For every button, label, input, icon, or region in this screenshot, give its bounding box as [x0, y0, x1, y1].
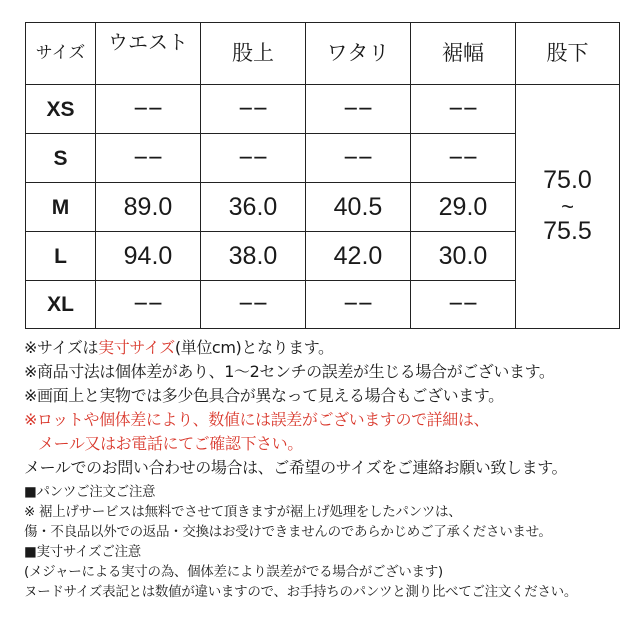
note-email-inquiry: メールでのお問い合わせの場合は、ご希望のサイズをご連絡お願い致します。	[24, 458, 568, 477]
size-notice-line: (メジャーによる実寸の為、個体差により誤差がでる場合がございます)	[24, 564, 443, 580]
cell-hem-width: 29.0	[411, 183, 516, 232]
note-unit	[24, 336, 624, 360]
header-row	[26, 23, 620, 85]
table-row	[26, 85, 620, 134]
note-color: ※画面上と実物では多少色具合が異なって見える場合もございます。	[24, 386, 504, 405]
size-label: S	[26, 134, 96, 183]
cell-rise: 36.0	[201, 183, 306, 232]
cell-thigh: 40.5	[306, 183, 411, 232]
cell-rise: −−	[201, 281, 306, 329]
size-notice-line: ヌードサイズ表記とは数値が違いますので、お手持ちのパンツと測り比べてご注文ください。	[24, 584, 578, 600]
header-size: サイズ	[26, 23, 96, 85]
cell-thigh: −−	[306, 85, 411, 134]
header-thigh: ワタリ	[306, 23, 411, 85]
note-tolerance: ※商品寸法は個体差があり、1〜2センチの誤差が生じる場合がございます。	[24, 362, 555, 381]
pants-notice-line: ※ 裾上げサービスは無料でさせて頂きますが裾上げ処理をしたパンツは、	[24, 504, 462, 520]
header-hem-width: 裾幅	[411, 23, 516, 85]
cell-waist: −−	[96, 85, 201, 134]
cell-rise: 38.0	[201, 232, 306, 281]
cell-waist: −−	[96, 134, 201, 183]
note-contact: メール又はお電話にてご確認下さい。	[38, 434, 303, 453]
cell-inseam-range	[516, 85, 620, 329]
size-label: XS	[26, 85, 96, 134]
cell-rise: −−	[201, 134, 306, 183]
cell-thigh: −−	[306, 281, 411, 329]
cell-hem-width: −−	[411, 281, 516, 329]
cell-thigh: −−	[306, 134, 411, 183]
pants-notice-heading: ■パンツご注文ご注意	[24, 484, 156, 500]
header-rise: 股上	[201, 23, 306, 85]
note-unit-suffix: (単位cm)となります。	[174, 338, 334, 357]
cell-rise: −−	[201, 85, 306, 134]
size-label: L	[26, 232, 96, 281]
size-chart-table	[25, 22, 620, 329]
inseam-separator: ~	[561, 193, 574, 219]
note-unit-highlight: 実寸サイズ	[98, 338, 175, 357]
note-unit-prefix: ※サイズは	[24, 338, 99, 357]
size-notice-heading: ■実寸サイズご注意	[24, 544, 141, 560]
size-label: XL	[26, 281, 96, 329]
cell-hem-width: 30.0	[411, 232, 516, 281]
cell-hem-width: −−	[411, 134, 516, 183]
note-lot-variance: ※ロットや個体差により、数値には誤差がございますので詳細は、	[24, 410, 490, 429]
pants-notice-line: 傷・不良品以外での返品・交換はお受けできませんのであらかじめご了承くださいませ。	[24, 524, 552, 540]
cell-waist: −−	[96, 281, 201, 329]
size-label: M	[26, 183, 96, 232]
inseam-from: 75.0	[543, 166, 592, 195]
cell-waist: 94.0	[96, 232, 201, 281]
cell-waist: 89.0	[96, 183, 201, 232]
header-inseam: 股下	[516, 23, 620, 85]
inseam-to: 75.5	[543, 217, 592, 246]
notes-section	[24, 336, 624, 602]
header-waist: ウエスト	[96, 23, 201, 85]
cell-thigh: 42.0	[306, 232, 411, 281]
cell-hem-width: −−	[411, 85, 516, 134]
